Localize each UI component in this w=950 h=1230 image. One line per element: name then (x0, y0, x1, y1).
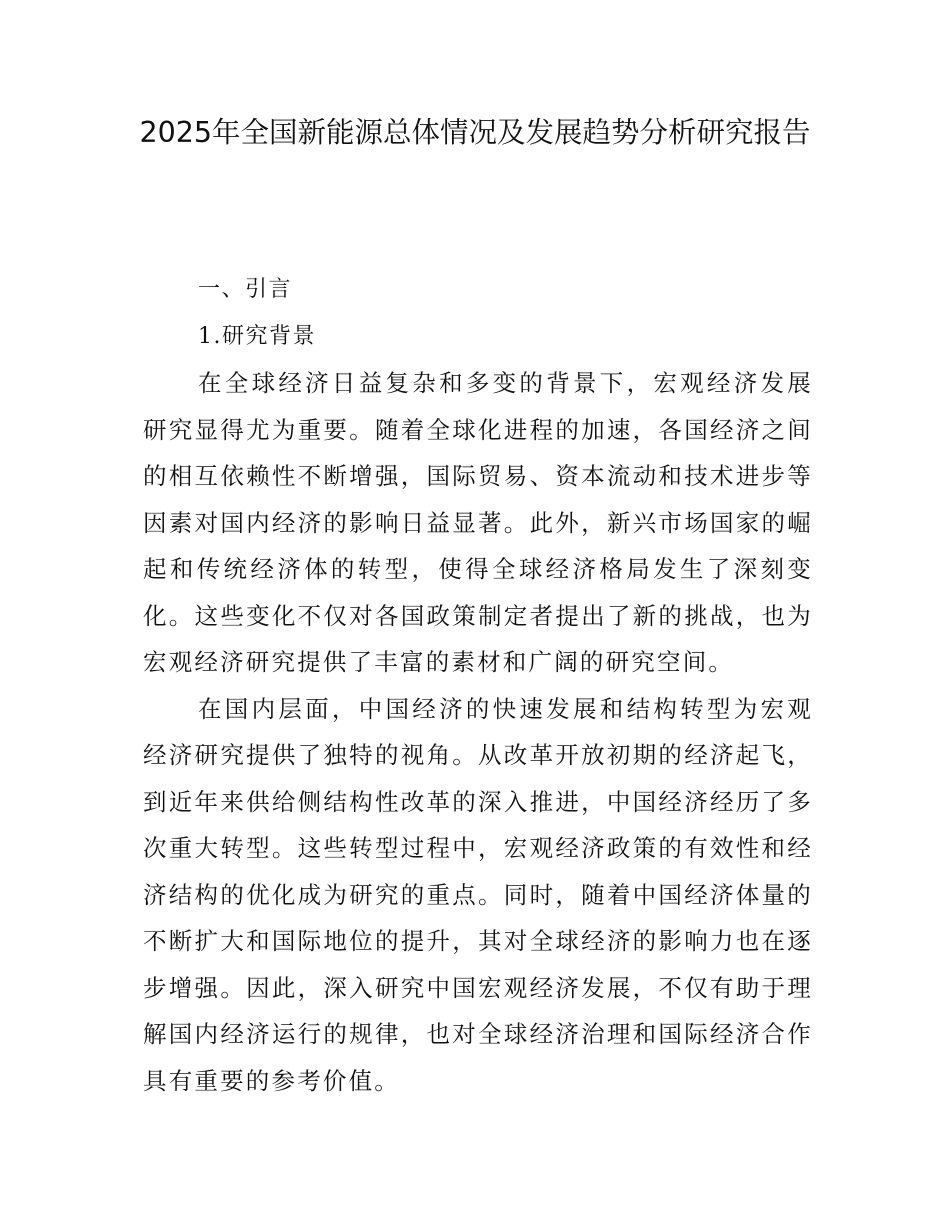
section-heading: 一、引言 (198, 277, 293, 302)
paragraph: 在国内层面，中国经济的快速发展和结构转型为宏观经济研究提供了独特的视角。从改革开放初期的经济起飞，到近年来供给侧结构性改革的深入推进，中国经济经历了多次重大转型。这些转型过程中，宏观经济政策的有效性和经济结构的优化成为研究的重点。同时，随着中国经济体量的不断扩大和国际地位的提升，其对全球经济的影响力也在逐步增强。因此，深入研究中国宏观经济发展，不仅有助于理解国内经济运行的规律，也对全球经济治理和国际经济合作具有重要的参考价值。 (143, 694, 813, 1095)
paragraph: 在全球经济日益复杂和多变的背景下，宏观经济发展研究显得尤为重要。随着全球化进程的加速，各国经济之间的相互依赖性不断增强，国际贸易、资本流动和技术进步等因素对国内经济的影响日益显著。此外，新兴市场国家的崛起和传统经济体的转型，使得全球经济格局发生了深刻变化。这些变化不仅对各国政策制定者提出了新的挑战，也为宏观经济研究提供了丰富的素材和广阔的研究空间。 (143, 369, 813, 676)
document-body (143, 267, 813, 1104)
subsection-heading: 1.研究背景 (198, 323, 316, 349)
document-title: 2025年全国新能源总体情况及发展趋势分析研究报告 (139, 116, 811, 149)
